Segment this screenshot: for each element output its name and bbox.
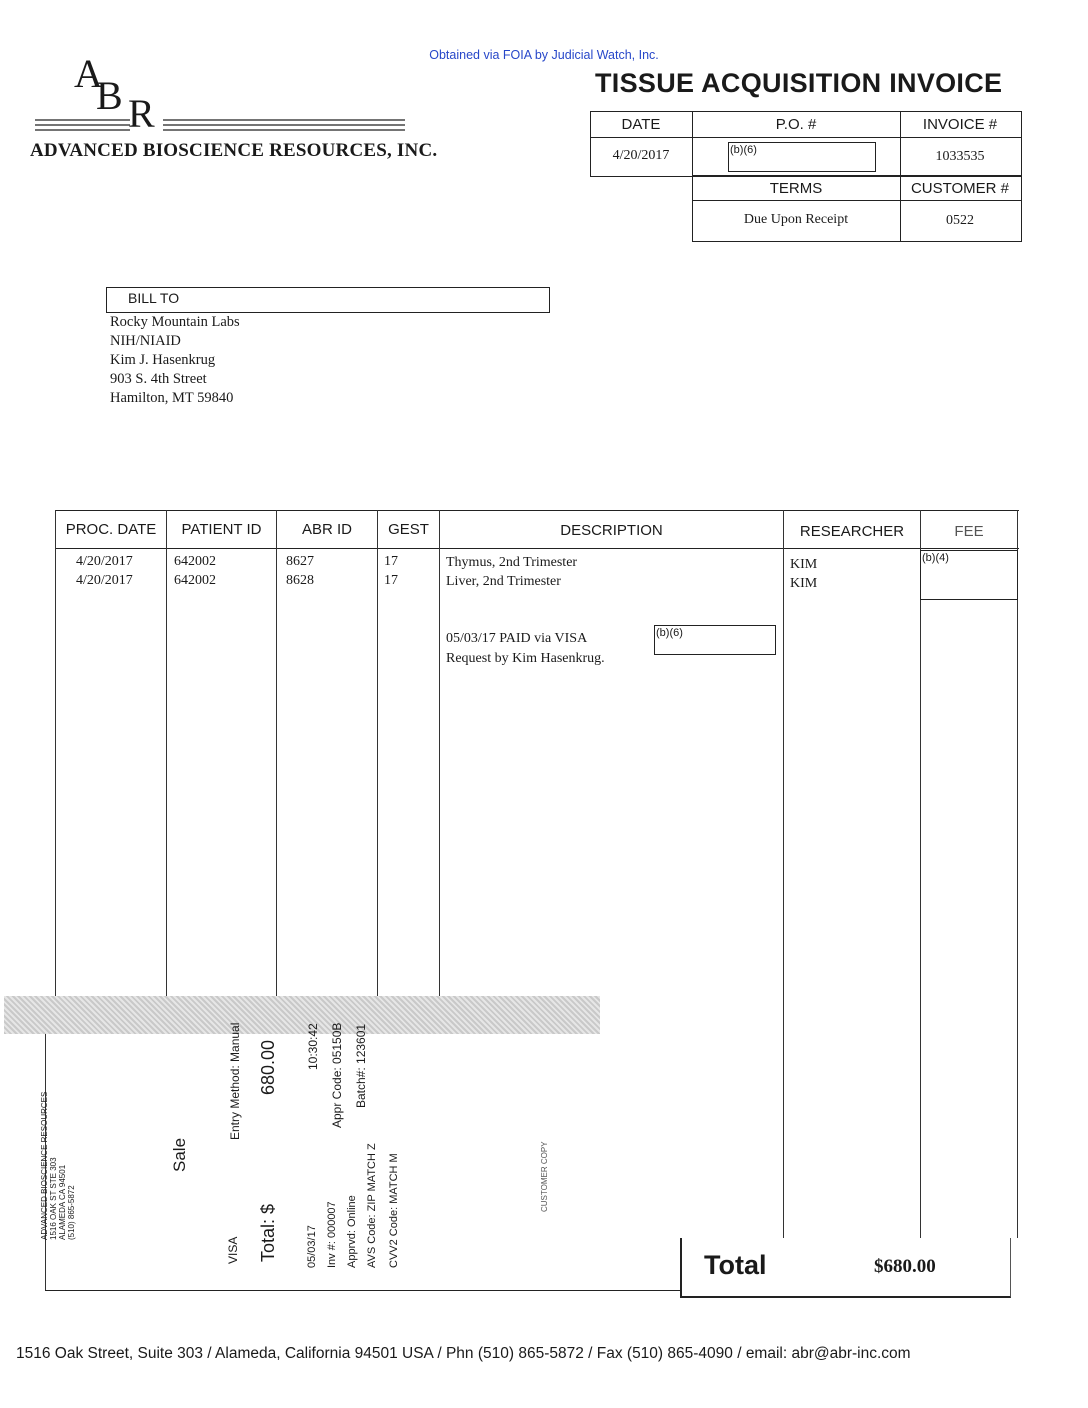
foia-watermark: Obtained via FOIA by Judicial Watch, Inc. [429,48,659,62]
receipt-inv: Inv #: 000007 [326,1201,338,1268]
note-redaction-box [654,625,776,655]
bill-to-line-3: Kim J. Hasenkrug [110,352,216,368]
col-patient-id: PATIENT ID [181,521,262,538]
receipt-time: 10:30:42 [306,1023,320,1070]
fee-redaction-label: (b)(4) [922,552,949,564]
terms-value: Due Upon Receipt [743,212,849,227]
bill-to-line-2: NIH/NIAID [110,333,181,349]
receipt-card: VISA [226,1236,240,1264]
receipt-customer-copy: CUSTOMER COPY [540,1141,549,1212]
col-proc-date: PROC. DATE [65,521,157,538]
row-1-gest: 17 [384,554,398,569]
receipt-shadow-strip [4,996,600,1034]
bill-to-label: BILL TO [128,290,180,306]
table-vline-1 [166,510,167,1000]
receipt-appr-code: Appr Code: 05150B [330,1022,344,1128]
table-vline-2 [276,510,277,1000]
po-redaction-label: (b)(6) [730,144,757,156]
total-label: Total [704,1250,767,1280]
receipt-merchant-line-2: 1516 OAK ST STE 303 [49,1157,58,1240]
receipt-cvv: CVV2 Code: MATCH M [388,1153,400,1268]
table-vline-0 [55,510,56,1000]
row-1-proc-date: 4/20/2017 [76,554,133,569]
payment-note: 05/03/17 PAID via VISA [446,631,588,646]
table-vline-6 [920,510,921,1238]
table-vline-5 [783,510,784,1238]
col-description: DESCRIPTION [560,522,663,539]
footer-contact: 1516 Oak Street, Suite 303 / Alameda, California 94501 USA / Phn (510) 865-5872 / Fax (510) 865-4090 / email: abr@abr-inc.com [16,1345,911,1362]
receipt-date: 05/03/17 [306,1225,318,1268]
receipt-merchant-line-4: (510) 865-5872 [67,1185,76,1240]
row-1-description: Thymus, 2nd Trimester [446,555,578,570]
table-bottom-border [45,1290,681,1291]
row-2-patient-id: 642002 [174,573,216,588]
row-1-patient-id: 642002 [174,554,216,569]
table-header-border [55,548,1019,549]
receipt-avs: AVS Code: ZIP MATCH Z [366,1143,378,1268]
total-amount: $680.00 [874,1256,936,1277]
row-1-abr-id: 8627 [286,554,314,569]
receipt-batch: Batch#: 123601 [354,1023,368,1108]
row-2-description: Liver, 2nd Trimester [446,574,561,589]
invoice-label: INVOICE # [922,116,998,133]
col-gest: GEST [388,521,429,538]
note-redaction-label: (b)(6) [656,627,683,639]
table-vline-4 [439,510,440,1000]
logo-letter-b: B [96,73,123,118]
col-fee: FEE [954,523,984,540]
row-2-researcher: KIM [790,576,818,591]
col-researcher: RESEARCHER [799,523,905,540]
table-vline-3 [377,510,378,1000]
receipt-total-label: Total: $ [258,1203,278,1262]
receipt-merchant [40,1092,76,1240]
bill-to-line-5: Hamilton, MT 59840 [110,390,234,406]
logo-rule-lines [35,118,405,138]
invoice-date: 4/20/2017 [612,148,670,163]
table-top-border [55,510,1019,511]
bill-to-line-4: 903 S. 4th Street [110,371,207,387]
receipt-entry-method: Entry Method: Manual [228,1022,242,1140]
receipt-amount: 680.00 [258,1039,278,1095]
invoice-title: TISSUE ACQUISITION INVOICE [595,68,1003,98]
header-divider [590,137,1022,138]
company-name: ADVANCED BIOSCIENCE RESOURCES, INC. [30,140,438,161]
po-redaction-box [728,142,876,172]
terms-label: TERMS [769,180,823,197]
row-1-researcher: KIM [790,557,818,572]
col-abr-id: ABR ID [301,521,352,538]
receipt-merchant-line-3: ALAMEDA CA 94501 [58,1164,67,1240]
bill-to-line-1: Rocky Mountain Labs [110,314,240,330]
receipt-merchant-line-1: ADVANCED BIOSCIENCE RESOURCES [40,1091,49,1240]
header-divider-2 [692,200,1022,201]
row-2-proc-date: 4/20/2017 [76,573,133,588]
customer-label: CUSTOMER # [910,180,1010,197]
po-label: P.O. # [775,116,817,133]
row-2-gest: 17 [384,573,398,588]
logo-letter-a: A [74,51,103,96]
date-label: DATE [621,116,661,133]
table-vline-7 [1017,510,1018,1238]
customer-number: 0522 [946,213,974,228]
fee-redaction-box [920,550,1018,600]
invoice-number: 1033535 [935,149,985,164]
request-note: Request by Kim Hasenkrug. [446,651,605,666]
row-2-abr-id: 8628 [286,573,314,588]
logo-letter-r: R [128,91,155,136]
receipt-sale: Sale [170,1137,189,1172]
receipt-apprvd: Apprvd: Online [346,1195,358,1268]
